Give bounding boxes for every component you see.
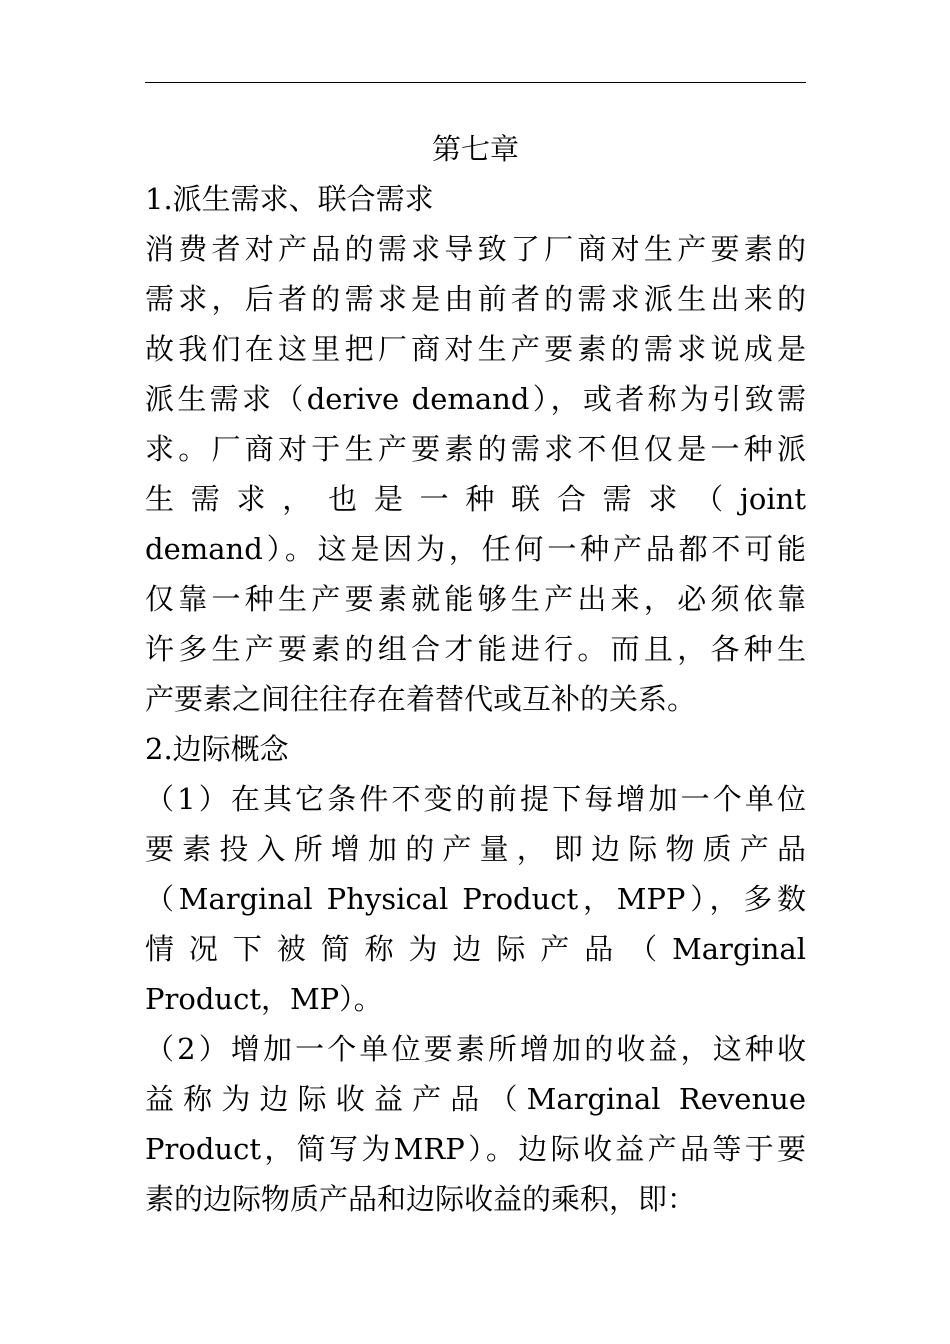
header-rule: [145, 82, 806, 83]
text-line: 需求，后者的需求是由前者的需求派生出来的: [145, 282, 806, 316]
text-line: （2）增加一个单位要素所增加的收益，这种收: [145, 1032, 806, 1066]
text-line: demand）。这是因为，任何一种产品都不可能: [145, 532, 806, 566]
text-line: 1.派生需求、联合需求: [145, 182, 434, 216]
text-line: 仅靠一种生产要素就能够生产出来，必须依靠: [145, 582, 806, 616]
text-line: （Marginal Physical Product，MPP），多数: [145, 882, 806, 916]
paragraph-lines: [145, 174, 806, 1224]
chapter-title: 第七章: [431, 132, 519, 166]
text-line: 益称为边际收益产品（Marginal Revenue: [145, 1082, 806, 1116]
text-line: 许多生产要素的组合才能进行。而且，各种生: [145, 632, 806, 666]
text-line: 情 况 下 被 简 称 为 边 际 产 品 （ Marginal: [145, 932, 806, 966]
text-line: 要素投入所增加的产量，即边际物质产品: [145, 832, 806, 866]
text-line: 产要素之间往往存在着替代或互补的关系。: [145, 682, 697, 716]
document-body: [145, 124, 806, 1224]
text-line: 派生需求（derive demand），或者称为引致需: [145, 382, 806, 416]
text-line: 生 需 求 ， 也 是 一 种 联 合 需 求 （ joint: [145, 482, 806, 516]
text-line: 2.边际概念: [145, 732, 289, 766]
text-line: Product，简写为MRP）。边际收益产品等于要: [145, 1132, 806, 1166]
text-line: Product，MP）。: [145, 982, 383, 1016]
text-line: 求。厂商对于生产要素的需求不但仅是一种派: [145, 432, 806, 466]
text-line: （1）在其它条件不变的前提下每增加一个单位: [145, 782, 806, 816]
text-line: 消费者对产品的需求导致了厂商对生产要素的: [145, 232, 806, 266]
text-line: 素的边际物质产品和边际收益的乘积，即：: [145, 1182, 697, 1216]
text-line: 故我们在这里把厂商对生产要素的需求说成是: [145, 332, 806, 366]
